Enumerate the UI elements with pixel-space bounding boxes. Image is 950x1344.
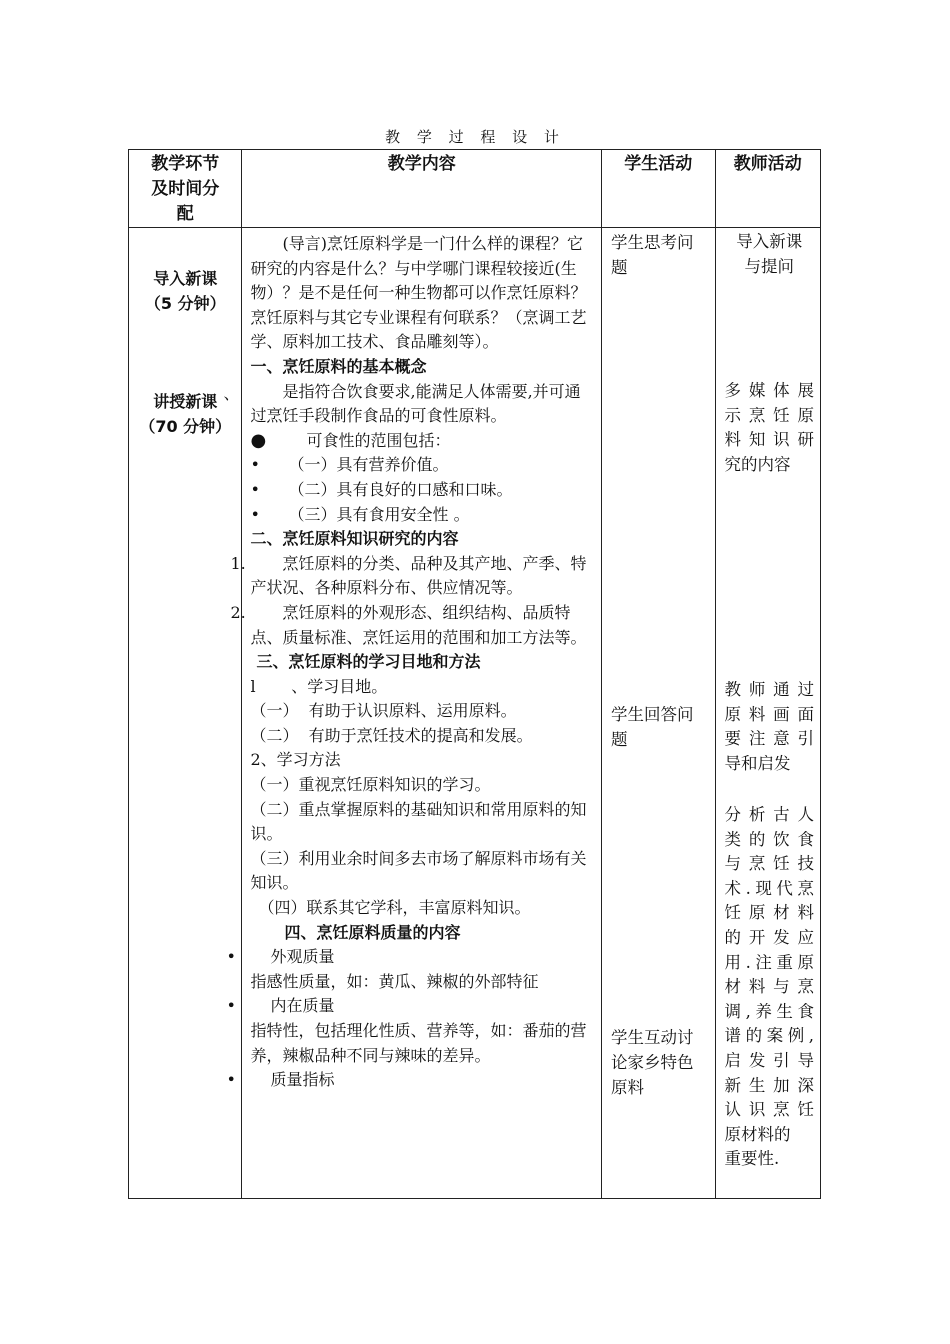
list-number: 1.: [230, 553, 246, 573]
teacher-activity-3-line: 要注意引: [724, 729, 814, 749]
quality-desc: 指感性质量，如：黄瓜、辣椒的外部特征: [250, 971, 539, 991]
scope-item: [250, 478, 595, 503]
teacher-activity-2-line: 究的内容: [724, 454, 791, 474]
bullet-icon: •: [250, 504, 260, 524]
scope-item-text: （二）具有良好的口感和口味。: [288, 479, 513, 499]
teacher-activity-4: [725, 803, 814, 1172]
teacher-activity-3: [725, 678, 814, 776]
stage-cell: [129, 228, 242, 1199]
section-2-item-2: [230, 601, 595, 650]
lesson-plan-table: [128, 149, 821, 1199]
teacher-activity-2: [725, 379, 814, 477]
quality-item: [226, 994, 595, 1019]
header-teacher: 教师活动: [715, 150, 820, 228]
scope-heading: [250, 429, 595, 454]
teacher-activity-3-line: 导和启发: [724, 753, 791, 773]
stage-teach-mark: 、: [223, 384, 240, 403]
quality-item-text: 内在质量: [270, 996, 335, 1016]
quality-item-text: 质量指标: [270, 1070, 335, 1090]
section-3-line: （二）重点掌握原料的基础知识和常用原料的知识。: [250, 799, 587, 844]
section-1-definition: 是指符合饮食要求,能满足人体需要,并可通过烹饪手段制作食品的可食性原料。: [250, 381, 581, 426]
section-3-line: （一） 有助于认识原料、运用原料。: [250, 701, 517, 721]
teacher-activity-4-line: 谱的案例,: [724, 1026, 814, 1046]
stage-teach-time: （70 分钟）: [139, 417, 232, 436]
teacher-activity-4-line: 用.注重原: [724, 952, 814, 972]
teacher-activity-2-line: 示烹饪原: [724, 405, 814, 425]
section-4-title: 四、烹饪原料质量的内容: [284, 922, 461, 942]
stage-intro-time: （5 分钟）: [144, 294, 226, 313]
teacher-activity-1: [725, 230, 814, 279]
stage-teach: [129, 384, 241, 439]
quality-desc: 指特性，包括理化性质、营养等，如：番茄的营养，辣椒品种不同与辣味的差异。: [250, 1021, 587, 1065]
section-2-item-1: [230, 552, 595, 601]
header-content: 教学内容: [242, 150, 602, 228]
teacher-activity-4-line: 饪原材料: [724, 903, 814, 923]
section-3-line: （四）联系其它学科，丰富原料知识。: [258, 898, 531, 918]
teacher-activity-4-line: 的开发应: [724, 927, 814, 947]
student-activity-2: 学生回答问题: [611, 705, 694, 749]
scope-item: [250, 503, 595, 528]
bullet-icon: •: [226, 996, 236, 1016]
header-stage: 教学环节及时间分配: [129, 150, 242, 228]
section-3-line: 2、学习方法: [250, 750, 341, 770]
table-header-row: [129, 150, 821, 228]
section-2-item-1-text: 烹饪原料的分类、品种及其产地、产季、特产状况、各种原料分布、供应情况等。: [250, 553, 587, 598]
teacher-activity-4-line: 重要性.: [724, 1149, 780, 1169]
section-1-title: 一、烹饪原料的基本概念: [250, 356, 427, 376]
section-3-line: l 、学习目地。: [250, 676, 388, 696]
teacher-activity-4-line: 调,养生食: [724, 1001, 814, 1021]
teacher-activity-4-line: 分析古人: [724, 805, 814, 824]
teacher-activity-3-line: 原料画面: [724, 704, 814, 724]
bullet-icon: •: [250, 479, 260, 499]
teacher-activity-4-line: 新生加深: [724, 1075, 814, 1095]
teacher-activity-3-line: 教师通过: [724, 680, 814, 699]
teacher-cell: [715, 228, 820, 1199]
scope-item-text: （三）具有食用安全性 。: [288, 504, 470, 524]
scope-heading-text: 可食性的范围包括：: [306, 430, 451, 450]
section-3-title: 三、烹饪原料的学习目地和方法: [256, 652, 481, 672]
table-body-row: [129, 228, 821, 1199]
stage-teach-name: 讲授新课: [153, 392, 218, 411]
section-2-item-2-text: 烹饪原料的外观形态、组织结构、品质特点、质量标准、烹饪运用的范围和加工方法等。: [250, 602, 587, 647]
teacher-activity-4-line: 认识烹饪: [724, 1100, 814, 1120]
bullet-icon: •: [226, 947, 236, 967]
quality-item-text: 外观质量: [270, 947, 335, 967]
intro-paragraph: (导言)烹饪原料学是一门什么样的课程？它研究的内容是什么？与中学哪门课程较接近(生物）？是不是任何一种生物都可以作烹饪原料？烹饪原料与其它专业课程有何联系？（烹调工艺学、原料加工技术、食品雕刻等）。: [250, 234, 587, 352]
quality-item: [226, 945, 595, 970]
teacher-activity-4-line: 启发引导: [724, 1050, 814, 1070]
teacher-activity-1-line: 导入新课: [736, 232, 803, 251]
teacher-activity-2-line: 多媒体展: [724, 381, 814, 400]
teacher-activity-4-line: 与烹饪技: [724, 854, 814, 874]
teacher-activity-4-line: 材料与烹: [724, 977, 814, 997]
header-student: 学生活动: [602, 150, 715, 228]
section-3-line: （二） 有助于烹饪技术的提高和发展。: [250, 725, 533, 745]
section-3-line: （一）重视烹饪原料知识的学习。: [250, 775, 491, 795]
teacher-activity-1-line: 与提问: [744, 256, 794, 276]
teacher-activity-4-line: 原材料的: [724, 1124, 791, 1144]
student-activity-1: 学生思考问题: [611, 233, 694, 277]
content-cell: [226, 228, 602, 1199]
bullet-icon: ●: [250, 429, 267, 451]
bullet-icon: •: [250, 455, 260, 475]
section-2-title: 二、烹饪原料知识研究的内容: [250, 529, 459, 549]
scope-item: [250, 453, 595, 478]
teacher-activity-2-line: 料知识研: [724, 430, 814, 450]
teacher-activity-4-line: 术.现代烹: [724, 878, 814, 898]
list-number: 2.: [230, 602, 246, 622]
student-cell: [602, 228, 715, 1199]
teacher-activity-4-line: 类的饮食: [724, 829, 814, 849]
student-activity-3: 学生互动讨论家乡特色原料: [611, 1028, 694, 1097]
section-3-line: （三）利用业余时间多去市场了解原料市场有关知识。: [250, 848, 587, 893]
page-title: 教 学 过 程 设 计: [385, 128, 565, 146]
stage-intro: [129, 266, 241, 316]
scope-item-text: （一）具有营养价值。: [288, 455, 449, 475]
stage-intro-name: 导入新课: [153, 269, 218, 288]
quality-item: [226, 1068, 595, 1093]
bullet-icon: •: [226, 1070, 236, 1090]
